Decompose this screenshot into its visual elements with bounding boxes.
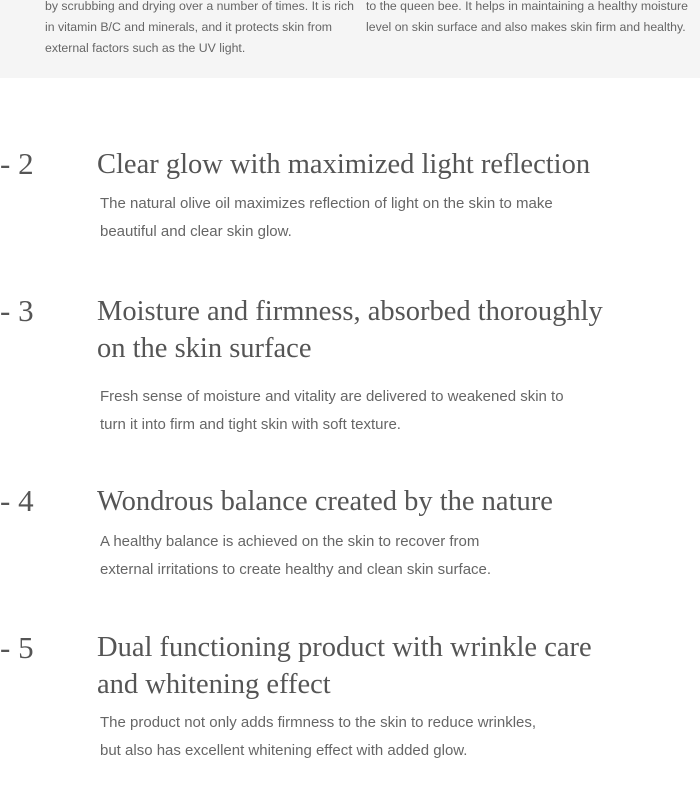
intro-text-line: in vitamin B/C and minerals, and it protects skin from [45,20,333,34]
feature-description [100,383,680,439]
feature-description-line: beautiful and clear skin glow. [100,223,292,240]
feature-title [97,293,687,367]
intro-text-line: level on skin surface and also makes skin firm and healthy. [366,20,686,34]
intro-text-line: by scrubbing and drying over a number of times. It is rich [45,0,354,13]
intro-section [0,0,700,78]
feature-description-line: turn it into firm and tight skin with soft texture. [100,416,401,433]
feature-title [97,483,687,520]
feature-description-line: The product not only adds firmness to the skin to reduce wrinkles, [100,714,537,731]
feature-description [100,528,680,584]
feature-title [97,629,687,703]
feature-title-line: Dual functioning product with wrinkle care [97,632,592,663]
feature-number: - 2 [0,146,34,181]
feature-description [100,190,680,246]
feature-description-line: A healthy balance is achieved on the skin to recover from [100,533,480,550]
feature-number: - 5 [0,630,34,665]
feature-title [97,146,687,183]
feature-title-line: on the skin surface [97,333,312,364]
feature-description-line: but also has excellent whitening effect with added glow. [100,742,468,759]
feature-title-line: Wondrous balance created by the nature [97,486,553,517]
feature-title-line: and whitening effect [97,669,331,700]
feature-description-line: The natural olive oil maximizes reflection of light on the skin to make [100,195,553,212]
intro-text-line: to the queen bee. It helps in maintaining a healthy moisture [366,0,688,13]
feature-description [100,709,680,765]
feature-title-line: Moisture and firmness, absorbed thoroughly [97,296,603,327]
intro-right-column [366,0,688,38]
feature-description-line: external irritations to create healthy and clean skin surface. [100,561,492,578]
feature-number: - 4 [0,483,34,518]
feature-title-line: Clear glow with maximized light reflection [97,149,591,180]
feature-number: - 3 [0,293,34,328]
intro-text-line: external factors such as the UV light. [45,41,246,55]
intro-left-column [45,0,354,59]
feature-description-line: Fresh sense of moisture and vitality are delivered to weakened skin to [100,388,564,405]
